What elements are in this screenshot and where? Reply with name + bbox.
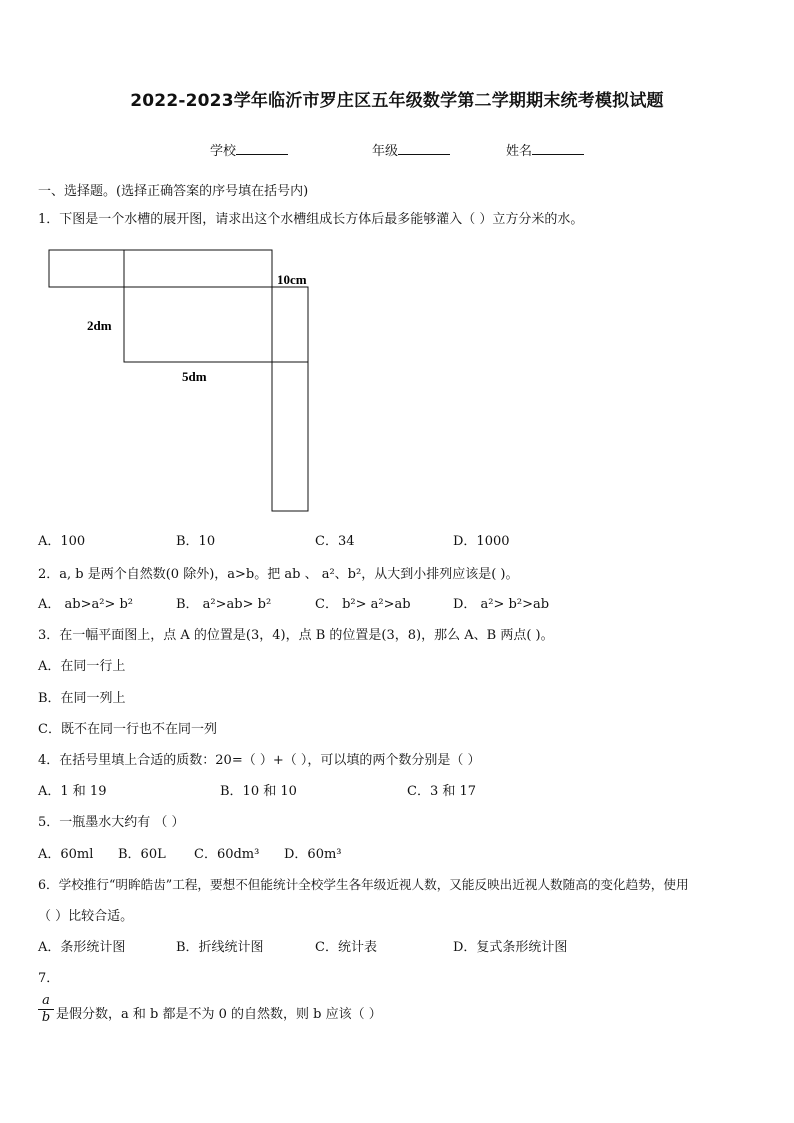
q6-option-a[interactable]: A．条形统计图 <box>38 940 126 955</box>
q2-option-b[interactable]: B． a²>ab> b² <box>176 597 272 612</box>
q5-option-b[interactable]: B．60L <box>118 847 166 862</box>
grade-label: 年级 <box>372 144 399 159</box>
net-side-face <box>272 287 308 362</box>
q4-option-c[interactable]: C．3 和 17 <box>407 784 477 799</box>
q7-fraction-denominator: b <box>41 1010 51 1025</box>
q2-option-d[interactable]: D． a²> b²>ab <box>453 597 550 612</box>
q6-option-b[interactable]: B．折线统计图 <box>176 940 264 955</box>
q1-option-d[interactable]: D．1000 <box>453 534 510 549</box>
q4-option-a[interactable]: A．1 和 19 <box>38 784 107 799</box>
q5-option-c[interactable]: C．60dm³ <box>194 847 260 862</box>
q5-option-d[interactable]: D．60m³ <box>284 847 342 862</box>
net-top-face <box>124 250 272 287</box>
q2-option-c[interactable]: C． b²> a²>ab <box>315 597 411 612</box>
q7-fraction <box>38 994 54 1025</box>
q6-option-d[interactable]: D．复式条形统计图 <box>453 940 568 955</box>
q6-option-c[interactable]: C．统计表 <box>315 940 377 955</box>
q2-stem: 2．a, b 是两个自然数(0 除外)，a>b。把 ab 、 a²、b²，从大到小排列应该是( )。 <box>38 567 519 582</box>
label-length: 5dm <box>182 369 207 384</box>
q1-stem: 1．下图是一个水槽的展开图，请求出这个水槽组成长方体后最多能够灌入（ ）立方分米的水。 <box>38 212 584 227</box>
q7-number: 7． <box>38 971 60 986</box>
q5-option-a[interactable]: A．60ml <box>38 847 94 862</box>
label-height: 10cm <box>277 272 307 287</box>
q3-option-a[interactable]: A．在同一行上 <box>38 659 126 674</box>
q7-stem: 是假分数，a 和 b 都是不为 0 的自然数，则 b 应该（ ） <box>56 1007 382 1022</box>
name-blank <box>532 142 584 155</box>
q1-option-a[interactable]: A．100 <box>38 534 86 549</box>
school-label: 学校 <box>210 144 237 159</box>
q3-option-b[interactable]: B．在同一列上 <box>38 691 126 706</box>
grade-field <box>372 140 450 159</box>
school-field <box>210 140 288 159</box>
label-width: 2dm <box>87 318 112 333</box>
tank-net-diagram <box>40 243 340 523</box>
q7-fraction-numerator: a <box>42 993 50 1008</box>
net-bottom-face <box>124 287 272 362</box>
net-long-face <box>272 362 308 511</box>
q2-option-a[interactable]: A． ab>a²> b² <box>38 597 134 612</box>
grade-blank <box>398 142 450 155</box>
q6-stem-continued: （ ）比较合适。 <box>38 909 134 924</box>
q3-stem: 3．在一幅平面图上，点 A 的位置是(3，4)，点 B 的位置是(3，8)，那么 A、B 两点( )。 <box>38 628 554 643</box>
school-blank <box>236 142 288 155</box>
q5-stem: 5．一瓶墨水大约有 （ ） <box>38 815 185 830</box>
q4-option-b[interactable]: B．10 和 10 <box>220 784 297 799</box>
q4-stem: 4．在括号里填上合适的质数：20=（ ）+（ ），可以填的两个数分别是（ ） <box>38 753 481 768</box>
q3-option-c[interactable]: C．既不在同一行也不在同一列 <box>38 722 217 737</box>
page-title: 2022-2023学年临沂市罗庄区五年级数学第二学期期末统考模拟试题 <box>130 91 664 111</box>
q1-option-b[interactable]: B．10 <box>176 534 216 549</box>
q6-stem: 6．学校推行“明眸皓齿”工程，要想不但能统计全校学生各年级近视人数，又能反映出近视人数随高的变化趋势，使用 <box>38 877 689 892</box>
name-label: 姓名 <box>506 144 533 159</box>
name-field <box>506 140 584 159</box>
section-heading: 一、选择题。(选择正确答案的序号填在括号内) <box>38 184 309 199</box>
net-top-left-face <box>49 250 124 287</box>
q1-option-c[interactable]: C．34 <box>315 534 355 549</box>
